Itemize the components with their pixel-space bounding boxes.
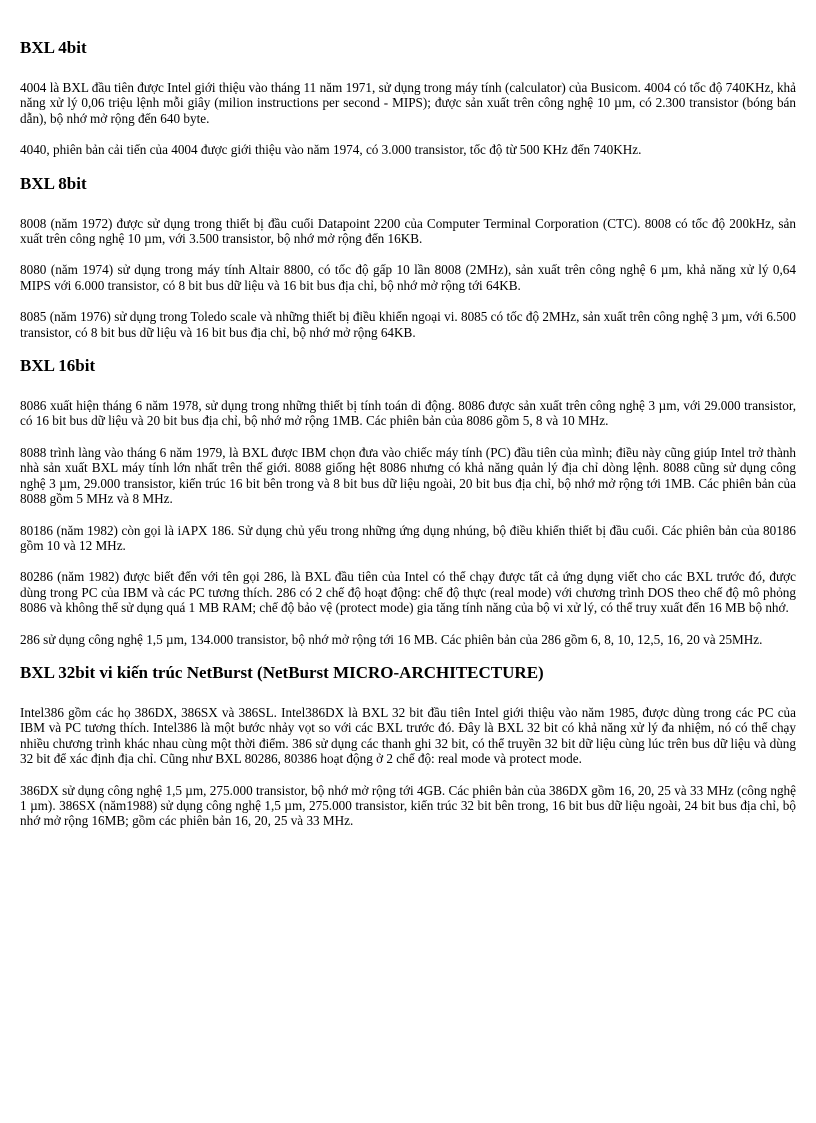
paragraph: 4040, phiên bản cải tiến của 4004 được giới thiệu vào năm 1974, có 3.000 transistor, tốc độ từ 500 KHz đến 740KHz.	[20, 142, 642, 158]
section-heading: BXL 32bit vi kiến trúc NetBurst (NetBurst MICRO-ARCHITECTURE)	[20, 662, 544, 682]
paragraph: 8088 trình làng vào tháng 6 năm 1979, là BXL được IBM chọn đưa vào chiếc máy tính (PC) đầu tiên của mình; điều này cũng giúp Intel trở thành nhà sản xuất BXL máy tính lớn nhất trên thế giới. 8088 giống hệt 8086 nhưng có khả năng quản lý địa chỉ dòng lệnh. 8088 cũng sử dụng công nghệ 3 µm, 29.000 transistor, kiến trúc 16 bit bên trong và 8 bit bus dữ liệu ngoài, 20 bit bus địa chỉ, bộ nhớ mở rộng tới 1MB. Các phiên bản của 8088 gồm 5 MHz và 8 MHz.	[20, 444, 796, 507]
paragraph: 386DX sử dụng công nghệ 1,5 µm, 275.000 transistor, bộ nhớ mở rộng tới 4GB. Các phiên bản của 386DX gồm 16, 20, 25 và 33 MHz (công nghệ 1 µm). 386SX (năm1988) sử dụng công nghệ 1,5 µm, 275.000 transistor, kiến trúc 32 bit bên trong, 16 bit bus dữ liệu ngoài, 24 bit bus địa chỉ, bộ nhớ mở rộng 16MB; gồm các phiên bản 16, 20, 25 và 33 MHz.	[20, 782, 796, 829]
section-heading: BXL 16bit	[20, 356, 96, 376]
paragraph: 80286 (năm 1982) được biết đến với tên gọi 286, là BXL đầu tiên của Intel có thể chạy được tất cả ứng dụng viết cho các BXL trước đó, được dùng trong PC của IBM và các PC tương thích. 286 có 2 chế độ hoạt động: chế độ thực (real mode) với chương trình DOS theo chế độ mô phỏng 8086 và không thể sử dụng quá 1 MB RAM; chế độ bảo vệ (protect mode) gia tăng tính năng của bộ vi xử lý, có thể truy xuất đến 16 MB bộ nhớ.	[20, 569, 796, 616]
section-32bit-netburst	[20, 663, 796, 829]
paragraph: Intel386 gồm các họ 386DX, 386SX và 386SL. Intel386DX là BXL 32 bit đầu tiên Intel giới thiệu vào năm 1985, được dùng trong các PC của IBM và PC tương thích. Intel386 là một bước nhảy vọt so với các BXL trước đó. Đây là BXL 32 bit có khả năng xử lý đa nhiệm, nó có thể chạy nhiều chương trình khác nhau cùng một thời điểm. 386 sử dụng các thanh ghi 32 bit, có thể truyền 32 bit dữ liệu cùng lúc trên bus dữ liệu và dùng 32 bit để xác định địa chỉ. Cũng như BXL 80286, 80386 hoạt động ở 2 chế độ: real mode và protect mode.	[20, 704, 796, 767]
paragraph: 286 sử dụng công nghệ 1,5 µm, 134.000 transistor, bộ nhớ mở rộng tới 16 MB. Các phiên bản của 286 gồm 6, 8, 10, 12,5, 16, 20 và 25MHz.	[20, 631, 763, 647]
section-8bit	[20, 174, 796, 340]
paragraph: 8086 xuất hiện tháng 6 năm 1978, sử dụng trong những thiết bị tính toán di động. 8086 được sản xuất trên công nghệ 3 µm, với 29.000 transistor, có 16 bit bus dữ liệu và 20 bit bus địa chỉ, bộ nhớ mở rộng 1MB. Các phiên bản của 8086 gồm 5, 8 và 10 MHz.	[20, 398, 796, 429]
section-heading: BXL 8bit	[20, 173, 87, 193]
paragraph: 8085 (năm 1976) sử dụng trong Toledo scale và những thiết bị điều khiển ngoại vi. 8085 có tốc độ 2MHz, sản xuất trên công nghệ 3 µm, với 6.500 transistor, có 8 bit bus dữ liệu và 16 bit bus địa chỉ, bộ nhớ mở rộng 64KB.	[20, 309, 796, 340]
paragraph: 8080 (năm 1974) sử dụng trong máy tính Altair 8800, có tốc độ gấp 10 lần 8008 (2MHz), sản xuất trên công nghệ 6 µm, khả năng xử lý 0,64 MIPS với 6.000 transistor, có 8 bit bus dữ liệu và 16 bit bus địa chỉ, bộ nhớ mở rộng tới 64KB.	[20, 262, 796, 293]
paragraph: 80186 (năm 1982) còn gọi là iAPX 186. Sử dụng chủ yếu trong những ứng dụng nhúng, bộ điều khiển thiết bị đầu cuối. Các phiên bản của 80186 gồm 10 và 12 MHz.	[20, 522, 796, 553]
paragraph: 4004 là BXL đầu tiên được Intel giới thiệu vào tháng 11 năm 1971, sử dụng trong máy tính (calculator) của Busicom. 4004 có tốc độ 740KHz, khả năng xử lý 0,06 triệu lệnh mỗi giây (milion instructions per second - MIPS); được sản xuất trên công nghệ 10 µm, có 2.300 transistor (bóng bán dẫn), bộ nhớ mở rộng đến 640 byte.	[20, 80, 796, 126]
section-16bit	[20, 356, 796, 647]
section-heading: BXL 4bit	[20, 38, 87, 57]
paragraph: 8008 (năm 1972) được sử dụng trong thiết bị đầu cuối Datapoint 2200 của Computer Terminal Corporation (CTC). 8008 có tốc độ 200kHz, sản xuất trên công nghệ 10 µm, với 3.500 transistor, bộ nhớ mở rộng đến 16KB.	[20, 215, 796, 247]
section-4bit	[20, 38, 796, 158]
